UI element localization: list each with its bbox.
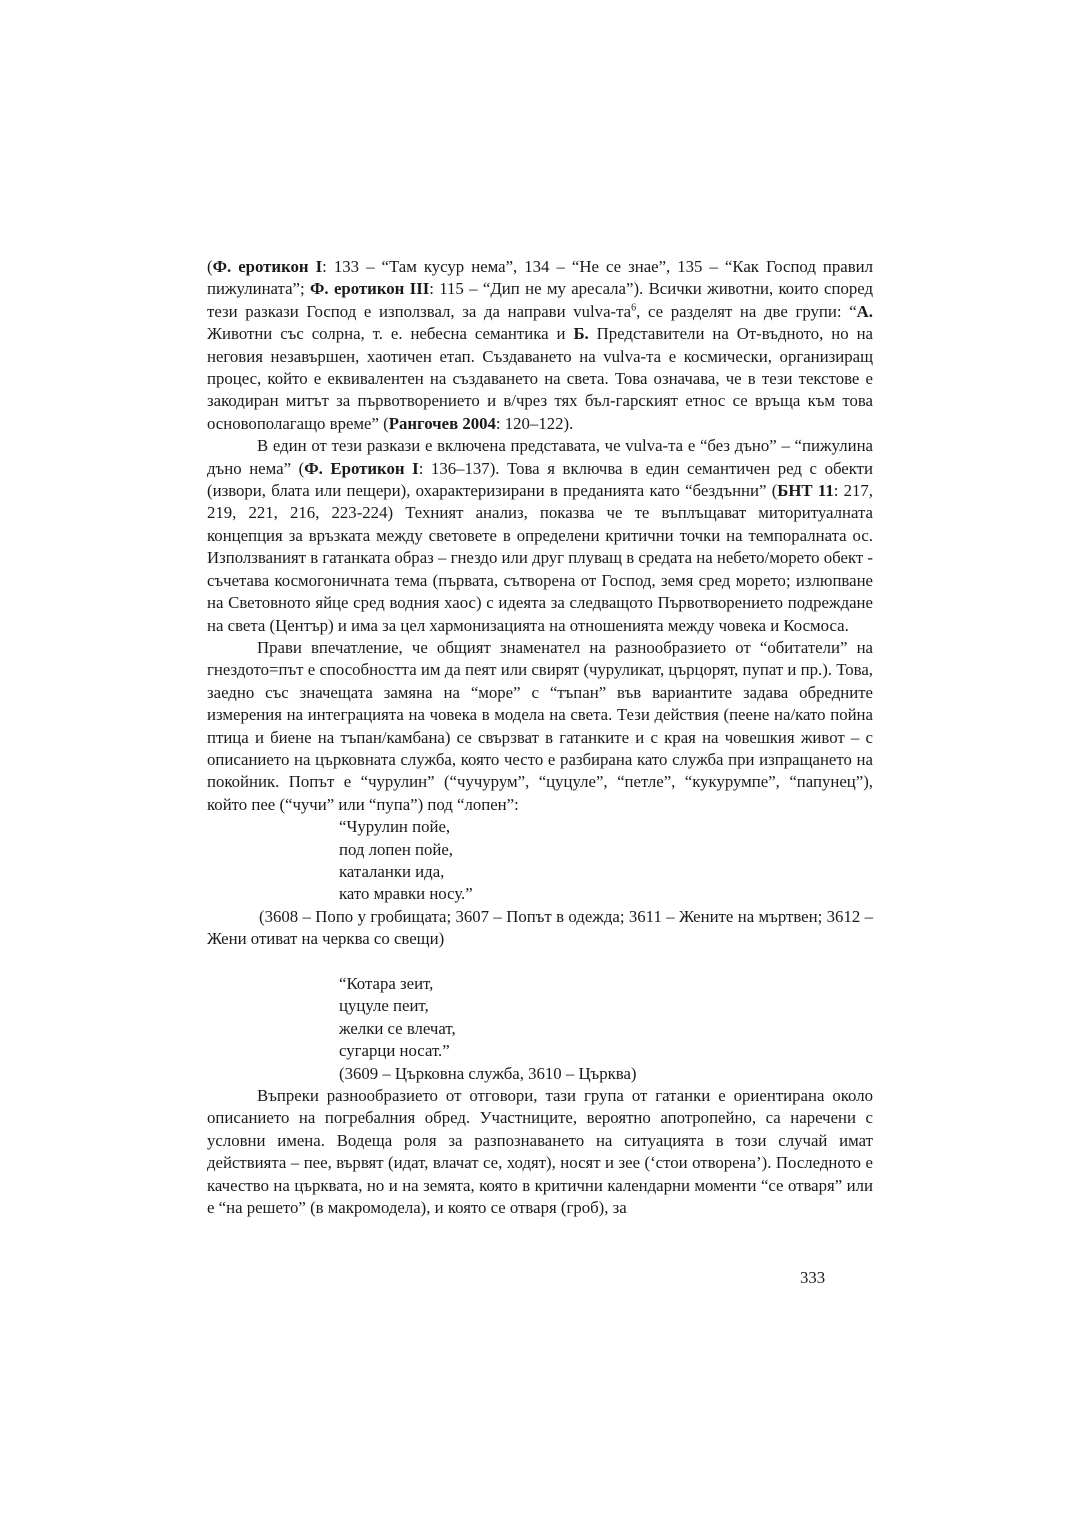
verse-line: “Чурулин пойе,: [339, 817, 451, 837]
riddle-verse-2: [207, 973, 873, 1085]
verse-line: желки се влечат,: [339, 1018, 456, 1038]
citation-bold: Рангочев 2004: [388, 413, 496, 433]
verse-line: сугарци носат.”: [339, 1041, 450, 1061]
citation-bold: Ф. еротикон III: [310, 279, 430, 299]
paragraph-text: : 120–122).: [495, 413, 574, 433]
paragraph-1: (Ф. еротикон I: 133 – “Там кусур нема”, 134 – “Не се знае”, 135 – “Как Господ правил пижулината”; Ф. еротикон III: 115 – “Дип не му аресала”). Всички животни, които според тези разкази Господ е използвал, за да направи vulva-$та^6$, се разделят на две групи: “А. Животни със солрна, т. е. небесна семантика и Б. Представители на От-въдното, но на неговия незавършен, хаотичен етап. Създаването на vulva-та е космически, организиращ процес, който е еквивалентен на създаването на света. Това означава, че в тези текстове е закодиран митът за първотворението и в/чрез тях бъл-гарският етнос се връща към това основополагащо време” (Рангочев 2004: 120–122).: [207, 257, 873, 433]
paragraph-text: Представители на От-въдното, но на неговия незавършен, хаотичен етап. Създаването на vulva-та е космически, организиращ процес, който е еквивалентен на създаването на света. Това означава, че в тези текстове е закодиран митът за първотворението и в/чрез тях бъл-гарският етнос се връща към това основополагащо време” (: [207, 324, 873, 433]
paragraph-text: В един от тези разкази е включена представата, че vulva-та е “без дъно” – “пижулина дъно нема” (: [207, 436, 873, 478]
verse-line: цуцуле пеит,: [339, 996, 429, 1016]
verse-line: каталанки ида,: [339, 861, 445, 881]
verse-line: под лопен пойе,: [339, 839, 453, 859]
riddle-reference-1: (3608 – Попо у гробищата; 3607 – Попът в одежда; 3611 – Жените на мъртвен; 3612 – Жени отиват на черква со свещи): [207, 906, 873, 949]
citation-bold: БНТ 11: [777, 481, 834, 501]
page-body: [207, 256, 873, 1219]
riddle-verse-1: [207, 816, 873, 906]
group-label-bold: А.: [856, 301, 873, 321]
verse-line: “Котара зеит,: [339, 973, 434, 993]
riddle-reference-2: (3609 – Църковна служба, 3610 – Църква): [339, 1063, 637, 1083]
verse-line: като мравки носу.”: [339, 884, 473, 904]
group-label-bold: Б.: [573, 324, 589, 344]
paragraph-2: [207, 435, 873, 637]
paragraph-text: , се разделят на две групи: “: [636, 301, 857, 321]
blank-line: [207, 951, 873, 973]
paragraph-text: : 115 – “Дип не му аресала”). Всички животни, които според тези разкази Господ е използвал, за да направи vulva-та: [207, 279, 873, 321]
paragraph-text: : 217, 219, 221, 216, 223-224) Техният анализ, показва че те въплъщават миторитуалната концепция за връзката между световете в определени критични точки на темпоралната ос. Използваният в гатанката образ – гнездо или друг плуващ в средата на небето/морето обект - съчетава космогоничната тема (първата, сътворена от Господ, земя сред морето; излюпване на Световното яйце сред водния хаос) с идеята за следващото Първотворението подреждане на света (Център) и има за цел хармонизацията на отношенията между човека и Космоса.: [207, 481, 873, 635]
citation-bold: Ф. еротикон I: [212, 257, 323, 276]
paragraph-text: : 136–137). Това я включва в един семантичен ред с обекти (извори, блата или пещери), охарактеризирани в преданията като “бездънни” (: [207, 458, 873, 501]
paragraph-text: Животни със солрна, т. е. небесна семантика и: [207, 324, 574, 344]
footnote-marker: 6: [631, 302, 637, 314]
paragraph-text: : 133 – “Там кусур нема”, 134 – “Не се знае”, 135 – “Как Господ правил пижулината”;: [207, 257, 873, 299]
paragraph-3: Прави впечатление, че общият знаменател на разнообразието от “обитатели” на гнездото=път е способността им да пеят или свирят (чуруликат, църцорят, пупат и пр.). Това, заедно със значещата замяна на “море” с “тъпан” във вариантите задава обредните измерения на интеграцията на човека в модела на света. Тези действия (пеене на/като пойна птица и биене на тъпан/камбана) се свързват в гатанките и с края на човешкия живот – с описанието на църковната служба, която често е разбирана като служба при изпращането на покойник. Попът е “чурулин” (“чучурум”, “цуцуле”, “петле”, “кукурумпе”, “папунец”), който пее (“чучи” или “пупа”) под “лопен”:: [207, 637, 873, 814]
page-number: 333: [800, 1268, 826, 1287]
paragraph-4: Въпреки разнообразието от отговори, тази група от гатанки е ориентирана около описанието на погребалния обред. Участниците, вероятно апотропейно, са наречени с условни имена. Водеща роля за разпознаването на ситуацията в този случай имат действията – пее, вървят (идат, влачат се, ходят), носят и зее (‘стои отворена’). Последното е качество на църквата, но и на земята, която в критични календарни моменти “се отваря” или е “на решето” (в макромодела), и която се отваря (гроб), за: [207, 1086, 873, 1218]
citation-bold: Ф. Еротикон I: [304, 458, 419, 478]
